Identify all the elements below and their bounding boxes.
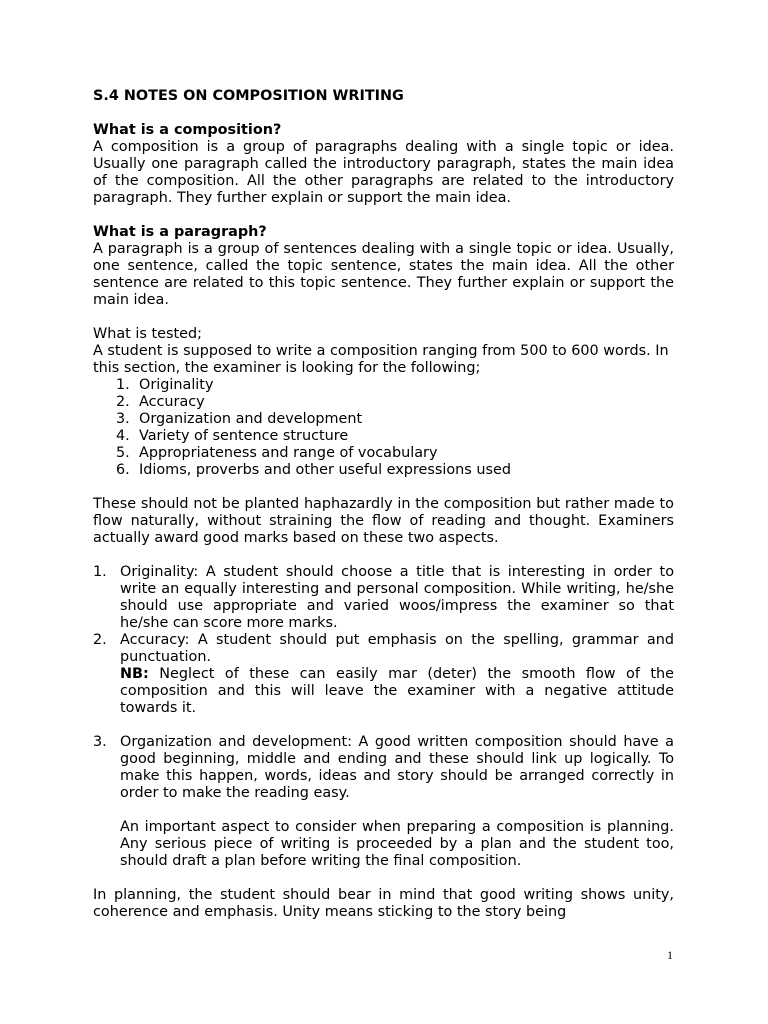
list-item: 2. Accuracy: [116, 394, 205, 410]
tested-heading: What is tested;: [93, 326, 202, 342]
list-item: 4. Variety of sentence structure: [116, 428, 349, 444]
nb-text: Neglect of these can easily mar (deter) the smooth flow of the composition and this will leave the examiner with a negative attitude towards it.: [120, 666, 674, 716]
detail-item-organization: 3. Organization and development: A good written composition should have a good beginning, middle and ending and these should link up logically. To make this happen, words, ideas and story should be arranged correctly in order to make the reading easy. An important aspect to consider when preparing a composition is planning. Any serious piece of writing is proceeded by a plan and the student too, should draft a plan before writing the final composition.: [93, 734, 674, 869]
tested-paragraph: A student is supposed to write a composition ranging from 500 to 600 words. In this section, the examiner is looking for the following;: [93, 343, 669, 376]
paragraph-paragraph: A paragraph is a group of sentences dealing with a single topic or idea. Usually, one sentence, called the topic sentence, states the main idea. All the other sentence are related to this topic sentence. They further explain or support the main idea.: [93, 241, 674, 308]
paragraph-heading: What is a paragraph?: [93, 224, 267, 240]
list-item: 5. Appropriateness and range of vocabulary: [116, 445, 438, 461]
composition-heading: What is a composition?: [93, 122, 282, 138]
document-content: [93, 88, 674, 921]
tested-criteria-list: [93, 377, 674, 479]
criteria-details-list-continued: [93, 734, 674, 870]
composition-paragraph: A composition is a group of paragraphs dealing with a single topic or idea. Usually one paragraph called the introductory paragraph, states the main idea of the composition. All the other paragraphs are related to the introductory paragraph. They further explain or support the main idea.: [93, 139, 674, 206]
list-item: 1. Originality: [116, 377, 214, 393]
flow-paragraph: These should not be planted haphazardly in the composition but rather made to flow naturally, without straining the flow of reading and thought. Examiners actually award good marks based on these two aspects.: [93, 496, 674, 546]
detail-item-accuracy: 2. Accuracy: A student should put emphasis on the spelling, grammar and punctuation. NB: Neglect of these can easily mar (deter) the smooth flow of the composition and this will leave the examiner with a negative attitude towards it.: [93, 632, 674, 716]
detail-item-originality: 1. Originality: A student should choose a title that is interesting in order to write an equally interesting and personal composition. While writing, he/she should use appropriate and varied woos/impress the examiner so that he/she can score more marks.: [93, 564, 674, 631]
planning-paragraph: In planning, the student should bear in mind that good writing shows unity, coherence and emphasis. Unity means sticking to the story being: [93, 887, 674, 920]
planning-aspect-paragraph: An important aspect to consider when preparing a composition is planning. Any serious piece of writing is proceeded by a plan and the student too, should draft a plan before writing the final composition.: [120, 819, 674, 869]
list-item: 3. Organization and development: [116, 411, 363, 427]
list-item: 6. Idioms, proverbs and other useful expressions used: [116, 462, 511, 478]
document-title: S.4 NOTES ON COMPOSITION WRITING: [93, 88, 404, 104]
page-number: 1: [667, 948, 673, 962]
criteria-details-list: [93, 564, 674, 717]
nb-label: NB:: [120, 666, 149, 682]
